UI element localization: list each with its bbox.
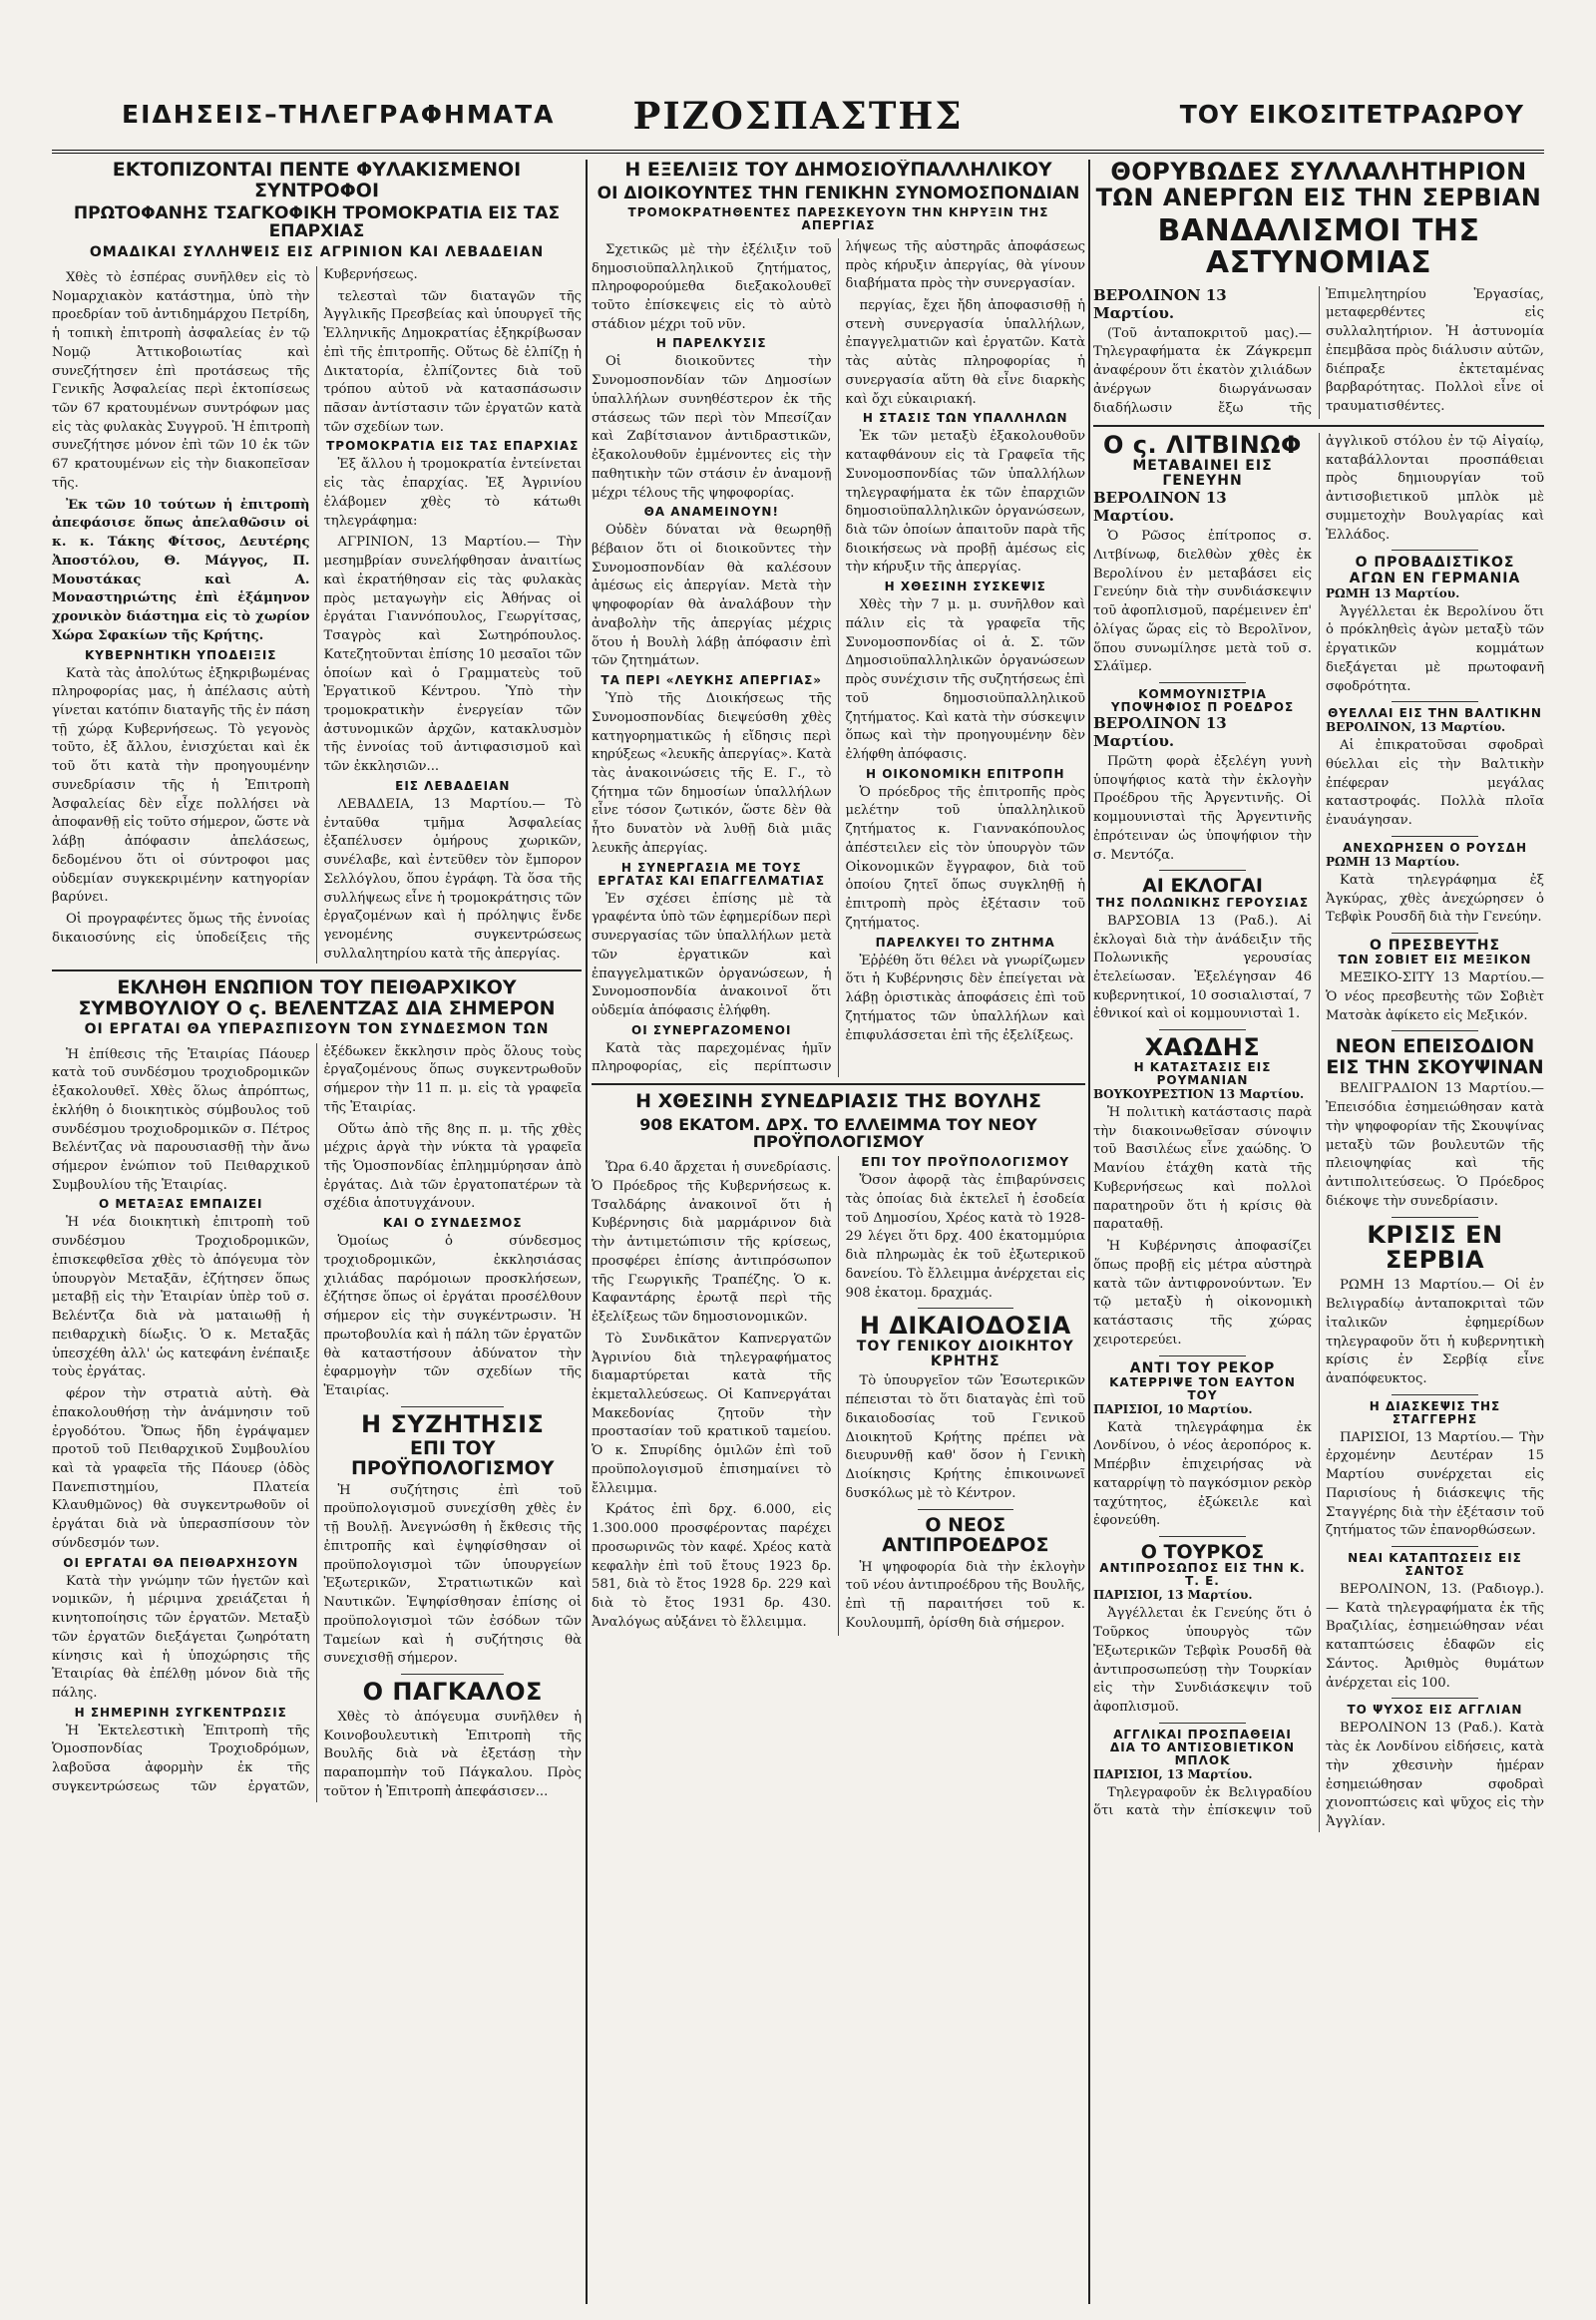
- subheading: Η ΠΑΡΕΛΚΥΣΙΣ: [655, 336, 767, 351]
- paragraph: Ἐῤῥέθη ὅτι θέλει νὰ γνωρίζωμεν ὅτι ἡ Κυβέρνησις δὲν ἐπείγεται νὰ λάβῃ ὁριστικὰς ἀποφάσεις ἐπὶ τοῦ ζητήματος τῶν ὑπαλλήλων καὶ ἐπιφυλάσσεται ἐπὶ τῆς ἐξελίξεως.: [845, 953, 1085, 1043]
- article-subheadline: ΠΡΩΤΟΦΑΝΗΣ ΤΣΑΓΚΟΦΙΚΗ ΤΡΟΜΟΚΡΑΤΙΑ ΕΙΣ ΤΑΣ ΕΠΑΡΧΙΑΣ: [73, 203, 561, 242]
- paragraph: Οὐδὲν δύναται νὰ θεωρηθῇ βέβαιον ὅτι οἱ διοικοῦντες τὴν Συνομοσπονδίαν θὰ καλέσουν ἀμέσως εἰς ἀπεργίαν. Μετὰ τὴν ψηφοφορίαν θὰ ἀναλάβουν τὴν ἀναβολὴν τῆς ἀπεργίας μέχρις ὅτου ἡ Βουλὴ λάβῃ ἀπόφασιν ἐπὶ τῶν ζητημάτων.: [592, 523, 832, 669]
- paragraph: ΡΩΜΗ 13 Μαρτίου.— Οἱ ἐν Βελιγραδίῳ ἀνταποκριταὶ τῶν ἰταλικῶν ἐφημερίδων τηλεγραφοῦν ὅτι ἡ κυβερνητικὴ κρίσις ἐν Σερβίᾳ εἶνε ἀναπόφευκτος.: [1326, 1278, 1544, 1386]
- newspaper-title: ΡΙΖΟΣΠΑΣΤΗΣ: [632, 94, 964, 138]
- subheading: Η ΣΗΜΕΡΙΝΗ ΣΥΓΚΕΝΤΡΩΣΙΣ: [74, 1705, 287, 1720]
- paragraph: Χθὲς τὸ ἀπόγευμα συνῆλθεν ἡ Κοινοβουλευτικὴ Ἐπιτροπὴ τῆς Βουλῆς διὰ νὰ ἐξετάσῃ τὴν παραπομπὴν τοῦ Πάγκαλου. Πρὸς τοῦτον ἡ Ἐπιτροπὴ ἀπεφάσισεν...: [323, 1709, 582, 1799]
- paragraph: Σχετικῶς μὲ τὴν ἐξέλιξιν τοῦ δημοσιοϋπαλληλικοῦ ζητήματος, πληροφορούμεθα διεξακολουθεῖ τοῦτο ἐπίσκεψεις εἰς τὸ αὐτὸ στάδιον μέχρι τοῦ νῦν.: [592, 241, 832, 332]
- subheading: ΕΠΙ ΤΟΥ ΠΡΟΫΠΟΛΟΓΙΣΜΟΥ: [861, 1155, 1070, 1170]
- dateline: ΒΕΡΟΛΙΝΟΝ 13 Μαρτίου.: [1093, 489, 1227, 526]
- paragraph: Κατὰ τὰς παρεχομένας ἡμῖν πληροφορίας, εἰς περίπτωσιν λήψεως τῆς αὐστηρᾶς ἀποφάσεως πρὸς κήρυξιν ἀπεργίας, θὰ γίνουν διαβήματα πρὸς τὴν συνεργασίαν.: [592, 238, 1085, 1075]
- paragraph: Οὕτω ἀπὸ τῆς 8ης π. μ. τῆς χθὲς μέχρις ἀργὰ τὴν νύκτα τὰ γραφεῖα τῆς Ὁμοσπονδίας ἐπλημμύρησαν ἀπὸ ἐργάτας. Διὰ τῶν ἐργατοπατέρων τὰ σχέδια ἀποτυγχάνουν.: [323, 1121, 582, 1212]
- subheading: Η ΧΘΕΣΙΝΗ ΣΥΣΚΕΨΙΣ: [884, 580, 1046, 594]
- article-headline: ΚΡΙΣΙΣ ΕΝ ΣΕΡΒΙΑ: [1367, 1220, 1503, 1275]
- subheading: ΘΑ ΑΝΑΜΕΙΝΟΥΝ!: [643, 505, 779, 520]
- paragraph: Αἱ ἐπικρατοῦσαι σφοδραὶ θύελλαι εἰς τὴν Βαλτικὴν ἐπέφεραν μεγάλας καταστροφάς. Πολλὰ πλοῖα ἐναυάγησαν.: [1326, 738, 1544, 829]
- paragraph: Οἱ διοικοῦντες τὴν Συνομοσπονδίαν τῶν Δημοσίων ὑπαλλήλων συνηθέστερον ἐκ τῆς στάσεως τῶν περὶ τὸν Μπεσίζαν καὶ Ζαβίτσιανον ἀντιδραστικῶν, ἐξακολουθοῦν ἐμμένοντες εἰς τὴν παθητικὴν τῶν στάσιν ἐν ἀναμονῇ μέχρι τέλους τῆς ψηφοφορίας.: [592, 354, 832, 501]
- article-headline: Ο ΠΡΟΒΑΔΙΣΤΙΚΟΣ: [1355, 555, 1515, 572]
- paragraph: Ἐκ τῶν μεταξὺ ἐξακολουθοῦν καταφθάνουν εἰς τὰ Γραφεῖα τῆς Συνομοσπονδίας τῶν ὑπαλλήλων τηλεγραφήματα ἐκ τῶν ἐπαρχιῶν δημοσιοϋπαλληλικῶν ὀργανώσεων, διὰ τῶν ὁποίων ἀπαιτοῦν παρὰ τῆς διοικήσεως νὰ προβῇ ἀμέσως εἰς τὴν κήρυξιν τῆς ἀπεργίας.: [845, 429, 1085, 576]
- section-title-right: ΤΟΥ ΕΙΚΟΣΙΤΕΤΡΑΩΡΟΥ: [1179, 100, 1524, 129]
- paragraph: Ὁ Ρῶσος ἐπίτροπος σ. Λιτβίνωφ, διελθὼν χθὲς ἐκ Βερολίνου ἐν μεταβάσει εἰς Γενεύην διὰ τὴν συνδιάσκεψιν τοῦ ἀφοπλισμοῦ, παρέμεινεν ἐπ' ὀλίγας ὥρας εἰς τὸ Βερολῖνον, ὅπου συνωμίλησε μετὰ τοῦ σ. Σλάϊμερ.: [1093, 529, 1312, 675]
- article-subheadline: ΔΙΑ ΤΟ ΑΝΤΙΣΟΒΙΕΤΙΚΟΝ ΜΠΛΟΚ: [1109, 1740, 1296, 1767]
- paragraph: (Τοῦ ἀνταποκριτοῦ μας).— Τηλεγραφήματα ἐκ Ζάγκρεμπ ἀναφέρουν ὅτι ἐκατὸν χιλιάδων ἀνέργων διωργάνωσαν διαδήλωσιν ἔξω τῆς Ἐπιμελητηρίου Ἐργασίας, μεταφερθέντες εἰς συλλαλητήριον. Ἡ ἀστυνομία ἐπεμβᾶσα πρὸς διάλυσιν αὐτῶν, διέπραξε ἐκτεταμένας βαρβαρότητας. Πολλοὶ εἶνε οἱ τραυματισθέντες.: [1093, 286, 1544, 416]
- article-headline: Ο ΤΟΥΡΚΟΣ: [1140, 1540, 1265, 1563]
- section-title-left: ΕΙΔΗΣΕΙΣ–ΤΗΛΕΓΡΑΦΗΜΑΤΑ: [122, 100, 556, 129]
- paragraph: ΜΕΞΙΚΟ-ΣΙΤΥ 13 Μαρτίου.— Ὁ νέος πρεσβευτὴς τῶν Σοβιὲτ Ματσὰκ ἀφίκετο εἰς Μεξικόν.: [1326, 970, 1544, 1023]
- article-headline: Ο ς. ΛΙΤΒΙΝΩΦ: [1103, 431, 1302, 459]
- paragraph: Χθὲς τὸ ἑσπέρας συνῆλθεν εἰς τὸ Νομαρχιακὸν κατάστημα, ὑπὸ τὴν προεδρίαν τοῦ ἀντιδημάρχου Πετρίδη, ἡ τοπικὴ ἐπιτροπὴ ἀσφαλείας ἐν τῷ Νομῷ Ἀττικοβοιωτίας καὶ συνεζήτησεν ἐπὶ προτάσεως τῆς Γενικῆς Ἀσφαλείας περὶ ἐκτοπίσεως τῶν 67 κρατουμένων συντρόφων μας εἰς τὰς φυλακὰς Συγγροῦ. Ἡ ἐπιτροπὴ συνεζήτησε μόνον ἐπὶ τῶν 10 ἐκ τῶν 67 κρατουμένων εἰς τὴν διακοπεῖσαν τῆς.: [52, 269, 310, 491]
- paragraph: Ἀγγέλλεται ἐκ Γενεύης ὅτι ὁ Τοῦρκος ὑπουργὸς τῶν Ἐξωτερικῶν Τεβφὶκ Ρουσδῆ θὰ ἀντιπροσωπεύσῃ τὴν Τουρκίαν εἰς τὴν Συνδιάσκεψιν τοῦ ἀφοπλισμοῦ.: [1093, 1606, 1312, 1716]
- paragraph: Κατὰ τηλεγράφημα ἐξ Ἀγκύρας, χθὲς ἀνεχώρησεν ὁ Τεβφὶκ Ρουσδῆ διὰ τὴν Γενεύην.: [1326, 872, 1544, 926]
- paragraph: Τηλεγραφοῦν ἐκ Βελιγραδίου ὅτι κατὰ τὴν ἐπίσκεψιν τοῦ ἀγγλικοῦ στόλου ἐν τῷ Αἰγαίῳ, καταβάλλονται προσπάθειαι πρὸς δημιουργίαν τοῦ ἀντισοβιετικοῦ μπλὸκ μὲ συμμετοχὴν Βουλγαρίας καὶ Ἑλλάδος.: [1093, 434, 1544, 1819]
- article-body: [592, 238, 1085, 1077]
- dateline: ΠΑΡΙΣΙΟΙ, 13 Μαρτίου.: [1093, 1766, 1253, 1781]
- dateline: ΒΟΥΚΟΥΡΕΣΤΙΟΝ 13 Μαρτίου.: [1093, 1087, 1305, 1101]
- article-headline: ΘΟΡΥΒΩΔΕΣ ΣΥΛΛΑΛΗΤΗΡΙΟΝ: [1110, 160, 1527, 186]
- article-headline: ΣΥΜΒΟΥΛΙΟΥ Ο ς. ΒΕΛΕΝΤΖΑΣ ΔΙΑ ΣΗΜΕΡΟΝ: [78, 996, 556, 1019]
- article-headline: ΑΝΤΙ ΤΟΥ ΡΕΚΟΡ: [1129, 1359, 1276, 1376]
- paragraph: Ἡ Κυβέρνησις ἀποφασίζει ὅπως προβῇ εἰς μέτρα αὐστηρὰ κατὰ τῶν ἀντιφρονούντων. Ἐν τῷ μεταξὺ ἡ οἰκονομικὴ κατάστασις τῆς χώρας χειροτερεύει.: [1093, 1239, 1312, 1348]
- paragraph: Ὁμοίως ὁ σύνδεσμος τροχιοδρομικῶν, ἐκκλησιάσας χιλιάδας παρόμοιων προσκλήσεων, ἐζήτησε ὅπως οἱ ἐργάται προσέλθουν σήμερον εἰς τὴν συγκέντρωσιν. Ἡ πρωτοβουλία καὶ ἡ πάλη τῶν ἐργατῶν θὰ καταστήσουν ἀδύνατον τὴν ἐφαρμογὴν τῶν σχεδίων τῆς Ἑταιρίας.: [323, 1234, 582, 1399]
- article-subheadline: ΤΗΣ ΠΟΛΩΝΙΚΗΣ ΓΕΡΟΥΣΙΑΣ: [1095, 895, 1310, 910]
- article-body: [52, 1043, 582, 1802]
- paragraph: τελεσταὶ τῶν διαταγῶν τῆς Ἀγγλικῆς Πρεσβείας καὶ ὑπουργεῖ τῆς Ἑλληνικῆς Δημοκρατίας ἐξηκρίβωσαν ἐπὶ τῆς ἐπιτροπῆς. Οὕτως δὲ ἐλπίζῃ ἡ Δικτατορία, ἐλπίζοντες διὰ τοῦ τρόπου αὐτοῦ νὰ κατασπάσωσιν πᾶσαν ἀντίστασιν τῶν ἐργατῶν κατὰ τῶν σχεδίων των.: [323, 288, 582, 435]
- subheading: ΤΑ ΠΕΡΙ «ΛΕΥΚΗΣ ΑΠΕΡΓΙΑΣ»: [600, 673, 823, 688]
- article-headline: ΕΚΛΗΘΗ ΕΝΩΠΙΟΝ ΤΟΥ ΠΕΙΘΑΡΧΙΚΟΥ: [117, 976, 517, 999]
- subheading: Ο ΜΕΤΑΞΑΣ ΕΜΠΑΙΖΕΙ: [98, 1197, 263, 1212]
- article-headline: ΑΓΓΛΙΚΑΙ ΠΡΟΣΠΑΘΕΙΑΙ: [1113, 1727, 1292, 1741]
- paragraph: Κατὰ τὰς ἀπολύτως ἐξηκριβωμένας πληροφορίας μας, ἡ ἀπέλασις αὐτὴ γίνεται κατόπιν διαταγῆς τῆς ἐν πάση τῇ χώρᾳ Κυβερνήσεως. Τὸ γεγονὸς τοῦτο, ἐξ ἄλλου, ἐνισχύεται καὶ ἐκ τοῦ ὅτι κατὰ τὴν προηγουμένην συνεδρίασιν τῆς ἡ Ἐπιτροπὴ Ἀσφαλείας δὲν εἶχε πολλήσει νὰ ἀποφανθῇ εἰς τοῦτο σήμερον, ὥστε νὰ λάβῃ ἀπόφασιν ἀπελάσεως, δεδομένου ὅτι οἱ σύντροφοι μας οὐδεμίαν συγκεκριμένην κατηγορίαν βαρύνει.: [52, 665, 310, 906]
- paragraph: Κράτος ἐπὶ δρχ. 6.000, εἰς 1.300.000 προσφέροντας παρέχει προσωρινῶς τὸν καφέ. Χρέος κατὰ κεφαλὴν ἐπὶ τοῦ ἔτους 1923 δρ. 581, διὰ τὸ ἔτος 1928 δρ. 229 καὶ διὰ τὸ ἔτος 1931 δρ. 430. Ἀναλόγως αὐξάνει τὸ ἔλλειμμα.: [592, 1502, 832, 1630]
- subheading: ΚΑΙ Ο ΣΥΝΔΕΣΜΟΣ: [382, 1216, 523, 1231]
- article-subheadline: ΕΠΙ ΤΟΥ ΠΡΟΫΠΟΛΟΓΙΣΜΟΥ: [350, 1436, 555, 1480]
- paragraph: Ἡ ἐπίθεσις τῆς Ἑταιρίας Πάουερ κατὰ τοῦ συνδέσμου τροχιοδρομικῶν ἐξακολουθεῖ. Χθὲς ὅλως ἀπρόπτως, ἐκλήθη ὁ διοικητικὸς σύμβουλος τοῦ συνδέσμου τροχιοδρομικῶν σ. Πέτρος Βελέντζας νὰ παρουσιασθῇ τὴν ἄνω σήμερον ἐνώπιον τοῦ Πειθαρχικοῦ Συμβουλίου τῆς Ἑταιρίας.: [52, 1046, 310, 1193]
- paragraph: φέρον τὴν στρατιὰ αὐτὴ. Θὰ ἐπακολουθήσῃ τὴν ἀνάμνησιν τοῦ ἐργοδότου. Ὅπως ἤδη ἐγράψαμεν προτοῦ τοῦ Πειθαρχικοῦ Συμβουλίου καὶ τὰ γραφεῖα τῆς Πάουερ (ὁδὸς Πανεπιστημίου, Πλατεία Κλαυθμῶνος) θὰ συγκεντρωθοῦν οἱ ἐργάται διὰ νὰ ὑπερασπίσουν τὸν σύνδεσμόν των.: [52, 1386, 310, 1551]
- article-headline: ΑΝΕΧΩΡΗΣΕΝ Ο ΡΟΥΣΔΗ: [1342, 840, 1528, 855]
- article-headline: Ο ΝΕΟΣ ΑΝΤΙΠΡΟΕΔΡΟΣ: [882, 1513, 1049, 1557]
- subheading: ΠΑΡΕΛΚΥΕΙ ΤΟ ΖΗΤΗΜΑ: [875, 935, 1055, 950]
- article-headline: Η ΧΘΕΣΙΝΗ ΣΥΝΕΔΡΙΑΣΙΣ ΤΗΣ ΒΟΥΛΗΣ: [635, 1090, 1041, 1113]
- article-subheadline: ΟΙ ΔΙΟΙΚΟΥΝΤΕΣ ΤΗΝ ΓΕΝΙΚΗΝ ΣΥΝΟΜΟΣΠΟΝΔΙΑΝ: [597, 183, 1080, 203]
- article-headline: Η ΣΥΖΗΤΗΣΙΣ: [361, 1409, 545, 1438]
- subheading: Η ΟΙΚΟΝΟΜΙΚΗ ΕΠΙΤΡΟΠΗ: [865, 766, 1065, 781]
- paragraph: Ἀγγέλλεται ἐκ Βερολίνου ὅτι ὁ πρόκληθεὶς ἀγὼν μεταξὺ τῶν ἐργατικῶν κομμάτων διεξάγεται μὲ πρωτοφανῆ σφοδρότητα.: [1326, 603, 1544, 694]
- article-subheadline: Η ΚΑΤΑΣΤΑΣΙΣ ΕΙΣ ΡΟΥΜΑΝΙΑΝ: [1133, 1060, 1272, 1088]
- dateline: ΡΩΜΗ 13 Μαρτίου.: [1326, 854, 1460, 869]
- article-subheadline: ΥΠΟΨΗΦΙΟΣ Π ΡΟΕΔΡΟΣ: [1110, 699, 1295, 714]
- article-subheadline: ΑΓΩΝ ΕΝ ΓΕΡΜΑΝΙΑ: [1349, 570, 1521, 586]
- article-deck: ΟΜΑΔΙΚΑΙ ΣΥΛΛΗΨΕΙΣ ΕΙΣ ΑΓΡΙΝΙΟΝ ΚΑΙ ΛΕΒΑΔΕΙΑΝ: [89, 243, 545, 260]
- subheading: Η ΣΥΝΕΡΓΑΣΙΑ ΜΕ ΤΟΥΣ ΕΡΓΑΤΑΣ ΚΑΙ ΕΠΑΓΓΕΛΜΑΤΙΑΣ: [598, 860, 826, 888]
- article-headline: ΚΟΜΜΟΥΝΙΣΤΡΙΑ: [1138, 687, 1267, 701]
- paragraph: Ὅσον ἀφορᾷ τὰς ἐπιβαρύνσεις τὰς ὁποίας διὰ ἐκτελεῖ ἡ ἐσοδεία τοῦ Δημοσίου, Χρέος κατὰ τὸ 1928-29 λέγει ὅτι δρχ. 400 ἑκατομμύρια διὰ πληρωμὰς ἐκ τοῦ ἐξωτερικοῦ δανείου. Τὸ ἔλλειμμα ἀνέρχεται εἰς 908 ἑκατομ. δραχμάς.: [845, 1173, 1085, 1301]
- article-subheadline: ΤΟΥ ΓΕΝΙΚΟΥ ΔΙΟΙΚΗΤΟΥ ΚΡΗΤΗΣ: [856, 1339, 1074, 1370]
- news-briefs: [1093, 433, 1544, 1832]
- paragraph: Χθὲς τὴν 7 μ. μ. συνῆλθον καὶ πάλιν εἰς τὰ γραφεῖα τῆς Συνομοσπονδίας οἱ ἀ. Σ. τῶν Δημοσιοϋπαλληλικῶν ὀργανώσεων πρὸς συνέχισιν τῆς συζητήσεως ἐπὶ τοῦ δημοσιοϋπαλληλικοῦ ζητήματος. Καὶ κατὰ τὴν σύσκεψιν ὅπως καὶ τὴν προηγουμένην δὲν ἐλήφθη ἀπόφασις.: [845, 597, 1085, 763]
- paragraph: Ἐξ ἄλλου ἡ τρομοκρατία ἐντείνεται εἰς τὰς ἐπαρχίας. Ἐξ Ἀγρινίου ἐλάβομεν χθὲς τὸ κάτωθι τηλεγράφημα:: [323, 457, 582, 529]
- article-headline: ΝΕΟΝ ΕΠΕΙΣΟΔΙΟΝ: [1335, 1035, 1535, 1058]
- article-body: [592, 1156, 1085, 1636]
- article-subheadline: ΤΩΝ ΣΟΒΙΕΤ ΕΙΣ ΜΕΞΙΚΟΝ: [1338, 953, 1532, 967]
- article-headline: ΘΥΕΛΛΑΙ ΕΙΣ ΤΗΝ ΒΑΛΤΙΚΗΝ: [1328, 706, 1542, 721]
- subheading: ΕΙΣ ΛΕΒΑΔΕΙΑΝ: [395, 778, 511, 793]
- article-headline: ΒΑΝΔΑΛΙΣΜΟΙ ΤΗΣ ΑΣΤΥΝΟΜΙΑΣ: [1157, 212, 1480, 281]
- article-headline: Η ΔΙΚΑΙΟΔΟΣΙΑ: [859, 1312, 1071, 1341]
- article-body: [52, 266, 582, 965]
- article-headline: Ο ΠΑΓΚΑΛΟΣ: [362, 1678, 543, 1707]
- column-rule: [1088, 160, 1090, 2304]
- article-subheadline: ΚΑΤΕΡΡΙΨΕ ΤΟΝ ΕΑΥΤΟΝ ΤΟΥ: [1109, 1374, 1296, 1402]
- subheading: ΚΥΒΕΡΝΗΤΙΚΗ ΥΠΟΔΕΙΞΙΣ: [84, 647, 277, 662]
- paragraph: Πρῶτη φορὰ ἐξελέγη γυνὴ ὑποψήφιος κατὰ τὴν ἐκλογὴν Προέδρου τῆς Ἀργεντινῆς. Οἱ κομμουνισταὶ τῆς Ἀργεντινῆς ἐπρότειναν ὡς ὑποψήφιον τὴν σ. Μεντόζα.: [1093, 753, 1312, 863]
- article-headline: ΕΚΤΟΠΙΖΟΝΤΑΙ ΠΕΝΤΕ ΦΥΛΑΚΙΣΜΕΝΟΙ ΣΥΝΤΡΟΦΟΙ: [112, 160, 522, 201]
- subheading: ΟΙ ΕΡΓΑΤΑΙ ΘΑ ΠΕΙΘΑΡΧΗΣΟΥΝ: [63, 1555, 299, 1570]
- dateline: ΒΕΡΟΛΙΝΟΝ 13 Μαρτίου.: [1093, 713, 1227, 750]
- article-deck: ΟΙ ΕΡΓΑΤΑΙ ΘΑ ΥΠΕΡΑΣΠΙΣΟΥΝ ΤΟΝ ΣΥΝΔΕΣΜΟΝ ΤΩΝ: [84, 1020, 550, 1037]
- paragraph: Ἐκ τῶν 10 τούτων ἡ ἐπιτροπὴ ἀπεφάσισε ὅπως ἀπελαθῶσιν οἱ κ. κ. Τάκης Φίτσος, Δευτέρης Ἀποστόλου, Θ. Μάγγος, Π. Μουστάκας καὶ Α. Μοναστηριώτης ἐπὶ ἑξάμηνον χρονικὸν διάστημα εἰς τὸ χωρίον Χώρα Σφακίων τῆς Κρήτης.: [52, 497, 310, 643]
- paragraph: Ἡ Ἐκτελεστικὴ Ἐπιτροπὴ τῆς Ὁμοσπονδίας Τροχιοδρόμων, λαβοῦσα ἀφορμὴν ἐκ τῆς συγκεντρώσεως τῶν ἐργατῶν, ἐξέδωκεν ἔκκλησιν πρὸς ὅλους τοὺς ἐργαζομένους ὅπως συγκεντρωθοῦν σήμερον τὴν 11 π. μ. εἰς τὰ γραφεῖα τῆς Ἑταιρίας.: [52, 1043, 582, 1794]
- article-headline: Η ΔΙΑΣΚΕΨΙΣ ΤΗΣ ΣΤΑΓΓΕΡΗΣ: [1369, 1398, 1501, 1426]
- column-center: [592, 160, 1085, 2304]
- dateline: ΒΕΡΟΛΙΝΟΝ 13 Μαρτίου.: [1093, 285, 1227, 322]
- dateline: ΠΑΡΙΣΙΟΙ, 10 Μαρτίου.: [1093, 1401, 1253, 1416]
- article-headline: ΧΑΩΔΗΣ: [1144, 1033, 1261, 1062]
- dateline: ΡΩΜΗ 13 Μαρτίου.: [1326, 585, 1460, 600]
- dateline: ΠΑΡΙΣΙΟΙ, 13 Μαρτίου.: [1093, 1588, 1253, 1603]
- subheading: ΤΡΟΜΟΚΡΑΤΙΑ ΕΙΣ ΤΑΣ ΕΠΑΡΧΙΑΣ: [326, 439, 580, 454]
- column-right: [1093, 160, 1544, 2304]
- article-headline: Η ΕΞΕΛΙΞΙΣ ΤΟΥ ΔΗΜΟΣΙΟΫΠΑΛΛΗΛΙΚΟΥ: [624, 160, 1052, 181]
- paragraph: Ἐν σχέσει ἐπίσης μὲ τὰ γραφέντα ὑπὸ τῶν ἐφημερίδων περὶ συνεργασίας τῶν ὑπαλλήλων μετὰ τῶν ἐργατικῶν καὶ ἐπαγγελματικῶν ὀργανώσεων, ἡ Συνομοσπονδία ἀνακοινοῖ ὅτι οὐδεμία ἀπόφασις ἐλήφθη.: [592, 891, 832, 1018]
- article-headline: ΤΩΝ ΑΝΕΡΓΩΝ ΕΙΣ ΤΗΝ ΣΕΡΒΙΑΝ: [1095, 183, 1542, 211]
- paragraph: Κατὰ τηλεγράφημα ἐκ Λονδίνου, ὁ νέος ἀεροπόρος κ. Μπέρβιν ἐπιχειρήσας νὰ καταρρίψῃ τὸ παγκόσμιον ρεκὸρ ταχύτητος, ἐξώκειλε καὶ ἐφονεύθη.: [1093, 1419, 1312, 1529]
- subheading: ΟΙ ΣΥΝΕΡΓΑΖΟΜΕΝΟΙ: [631, 1022, 792, 1037]
- paragraph: ΒΑΡΣΟΒΙΑ 13 (Ραδ.). Αἱ ἐκλογαὶ διὰ τὴν ἀνάδειξιν τῆς Πολωνικῆς γερουσίας ἐτελείωσαν. Ἐξελέγησαν 46 κυβερνητικοί, 10 σοσιαλισταί, 7 ἐθνικοί καὶ οἱ κομμουνισταὶ 1.: [1093, 913, 1312, 1022]
- paragraph: ΛΕΒΑΔΕΙΑ, 13 Μαρτίου.— Τὸ ἐνταῦθα τμῆμα Ἀσφαλείας ἐξαπέλυσεν ὁμήρους χωρικῶν, συνέλαβε, καὶ ἐντεῦθεν τὸν ἔμπορον Σελλόγλου, ὅπου ἐγράφη. Τὰ ὅσα τῆς συλλήψεως εἶνε ἡ τρομοκράτησις τῶν ἐργαζομένων καὶ ἡ πρόληψις ἕνδε γενομένης συγκεντρώσεως συλλαλητηρίου κατὰ τῆς ἀπεργίας.: [323, 796, 582, 962]
- paragraph: ΒΕΡΟΛΙΝΟΝ, 13. (Ραδιογρ.).— Κατὰ τηλεγραφήματα ἐκ τῆς Βραζιλίας, ἐσημειώθησαν νέαι καταπτώσεις ἐδαφῶν εἰς Σάντος. Ἀριθμὸς θυμάτων ἀνέρχεται εἰς 100.: [1326, 1581, 1544, 1691]
- paragraph: Τὸ Συνδικᾶτον Καπνεργατῶν Ἀγρινίου διὰ τηλεγραφήματος διαμαρτύρεται κατὰ τῆς ἐκμεταλλεύσεως. Οἱ Καπνεργάται Μακεδονίας ζητοῦν τὴν προστασίαν τοῦ κρατικοῦ ταμείου. Ὁ κ. Σπυρίδης ὁμιλῶν ἐπὶ τοῦ προϋπολογισμοῦ ἐπισημαίνει τὸ ἔλλειμμα.: [592, 1331, 832, 1496]
- paragraph: Ὥρα 6.40 ἄρχεται ἡ συνεδρίασις. Ὁ Πρόεδρος τῆς Κυβερνήσεως κ. Τσαλδάρης ἀνακοινοῖ ὅτι ἡ Κυβέρνησις διὰ μαρμάρινον διὰ τὴν ἀντιμετώπισιν τῆς κρίσεως, προσφέρει ἐπίσης ἀντιπρόσωπον τῆς Γεωργικῆς Τραπέζης. Ὁ κ. Καφαντάρης ἐρωτᾷ περὶ τῆς ἐξελίξεως τῶν δημοσιονομικῶν.: [592, 1160, 832, 1326]
- article-headline: ΑΙ ΕΚΛΟΓΑΙ: [1142, 875, 1263, 898]
- article-body: [1093, 286, 1544, 419]
- paragraph: Ἡ συζήτησις ἐπὶ τοῦ προϋπολογισμοῦ συνεχίσθη χθὲς ἐν τῇ Βουλῇ. Ἀνεγνώσθη ἡ ἔκθεσις τῆς ἐπιτροπῆς καὶ ἐψηφίσθησαν οἱ προϋπολογισμοὶ τῶν ὑπουργείων Ἐξωτερικῶν, Στρατιωτικῶν καὶ Ναυτικῶν. Ἐψηφίσθησαν ἐπίσης οἱ προϋπολογισμοὶ τῶν ἐσόδων τῶν Ταμείων καὶ ἡ συζήτησις θὰ συνεχισθῇ σήμερον.: [323, 1482, 582, 1667]
- paragraph: Ὁ πρόεδρος τῆς ἐπιτροπῆς πρὸς μελέτην τοῦ ὑπαλληλικοῦ ζητήματος κ. Γιαννακόπουλος ἀπέστειλεν εἰς τὸν ὑπουργὸν τῶν Οἰκονομικῶν ἔγγραφον, διὰ τοῦ ὁποίου ζητεῖ ὅπως συγκληθῇ ἡ ἐπιτροπὴ πρὸς ἐξέτασιν τοῦ ζητήματος.: [845, 784, 1085, 931]
- article-headline: ΝΕΑΙ ΚΑΤΑΠΤΩΣΕΙΣ ΕΙΣ ΣΑΝΤΟΣ: [1348, 1551, 1522, 1578]
- paragraph: Ὑπὸ τῆς Διοικήσεως τῆς Συνομοσπονδίας διεψεύσθη χθὲς κατηγορηματικῶς ἡ εἴδησις περὶ κηρύξεως «λευκῆς ἀπεργίας». Κατὰ τὰς ἀνακοινώσεις τῆς Ε. Γ., τὸ ζήτημα τῶν δημοσίων ὑπαλλήλων εἶνε τόσον ζωτικόν, ὥστε δὲν θὰ ἦτο δυνατὸν νὰ λυθῇ διὰ μιᾶς λευκῆς ἀπεργίας.: [592, 691, 832, 856]
- paragraph: Τὸ ὑπουργεῖον τῶν Ἐσωτερικῶν πέπεισται τὸ ὅτι διαταγὰς ἐπὶ τοῦ δικαιοδοσίας τοῦ Γενικοῦ Διοικητοῦ Κρήτης πρέπει νὰ διευρυνθῇ καθ' ὅσον ἡ Γενικὴ Διοίκησις Κρήτης ἐπικοινωνεῖ δυσκόλως μὲ τὸ Κέντρον.: [845, 1373, 1085, 1501]
- column-left: [52, 160, 582, 2304]
- article-subheadline: 908 ΕΚΑΤΟΜ. ΔΡΧ. ΤΟ ΕΛΛΕΙΜΜΑ ΤΟΥ ΝΕΟΥ ΠΡΟΫΠΟΛΟΓΙΣΜΟΥ: [639, 1114, 1037, 1151]
- paragraph: ΒΕΛΙΓΡΑΔΙΟΝ 13 Μαρτίου.— Ἐπεισόδια ἐσημειώθησαν κατὰ τὴν ψηφοφορίαν τῆς Σκουψίνας μεταξὺ τῶν βουλευτῶν τῆς πλειοψηφίας καὶ τῆς ἀντιπολιτεύσεως. Ὁ Πρόεδρος διέκοψε τὴν συνεδρίασιν.: [1326, 1081, 1544, 1209]
- paragraph: Ἡ ψηφοφορία διὰ τὴν ἐκλογὴν τοῦ νέου ἀντιπροέδρου τῆς Βουλῆς, ἐπὶ τῇ παραιτήσει τοῦ κ. Κουλουμπῆ, ὁρίσθη διὰ σήμερον.: [845, 1559, 1085, 1631]
- column-rule: [586, 160, 588, 2304]
- masthead: [52, 94, 1544, 154]
- paragraph: περγίας, ἔχει ἤδη ἀποφασισθῇ ἡ στενὴ συνεργασία ὑπαλλήλων, ἐπαγγελματιῶν καὶ ἐργατῶν. Κατὰ τὰς αὐτὰς πληροφορίας ἡ συνεργασία αὕτη θὰ εἶνε διαρκὴς καὶ ὄχι εὐκαιριακή.: [845, 297, 1085, 407]
- article-deck: ΤΡΟΜΟΚΡΑΤΗΘΕΝΤΕΣ ΠΑΡΕΣΚΕΥΟΥΝ ΤΗΝ ΚΗΡΥΞΙΝ ΤΗΣ ΑΠΕΡΓΙΑΣ: [627, 204, 1049, 232]
- article-headline: Ο ΠΡΕΣΒΕΥΤΗΣ: [1369, 938, 1501, 955]
- paragraph: ΠΑΡΙΣΙΟΙ, 13 Μαρτίου.— Τὴν ἐρχομένην Δευτέραν 15 Μαρτίου συνέρχεται εἰς Παρισίους ἡ διάσκεψις τῆς Σταγγέρης διὰ τὴν ἐξέτασιν τοῦ ζητήματος τῶν ἐπανορθώσεων.: [1326, 1429, 1544, 1539]
- paragraph: Κατὰ τὴν γνώμην τῶν ἡγετῶν καὶ νομικῶν, ἡ μέριμνα χρειάζεται ἡ κινητοποίησις τῶν ἐργατῶν. Μεταξὺ τῶν ἐργατῶν διεξάγεται ζωηρότατη κίνησις καὶ ἡ ὑποχώρησις τῆς Ἑταιρίας θὰ ἐπέλθῃ μόνον διὰ τῆς πάλης.: [52, 1573, 310, 1702]
- paragraph: Ἡ νέα διοικητικὴ ἐπιτροπὴ τοῦ συνδέσμου Τροχιοδρομικῶν, ἐπισκεφθεῖσα χθὲς τὸ ἀπόγευμα τὸν ὑπουργὸν Μεταξᾶν, ἐζήτησεν ὅπως μεταβῇ εἰς τὴν Ἑταιρίαν ὑπὲρ τοῦ σ. Βελέντζα διὰ νὰ ματαιωθῇ ἡ πειθαρχικὴ δίωξις. Ὁ κ. Μεταξᾶς ὑπεσχέθη ἀλλ' ὡς κατεφάνη ἐνέπαιξε τοὺς ἐργάτας.: [52, 1215, 310, 1380]
- article-headline: ΤΟ ΨΥΧΟΣ ΕΙΣ ΑΓΓΛΙΑΝ: [1347, 1703, 1523, 1718]
- paragraph: ΒΕΡΟΛΙΝΟΝ 13 (Ραδ.). Κατὰ τὰς ἐκ Λονδίνου εἰδήσεις, κατὰ τὴν χθεσινὴν ἡμέραν ἐσημειώθησαν σφοδραὶ χιονοπτώσεις καὶ ψῦχος εἰς τὴν Ἀγγλίαν.: [1326, 1721, 1544, 1829]
- dateline: ΒΕΡΟΛΙΝΟΝ, 13 Μαρτίου.: [1326, 720, 1506, 735]
- article-subheadline: ΑΝΤΙΠΡΟΣΩΠΟΣ ΕΙΣ ΤΗΝ Κ. Τ. Ε.: [1099, 1561, 1306, 1589]
- paragraph: ΑΓΡΙΝΙΟΝ, 13 Μαρτίου.— Τὴν μεσημβρίαν συνελήφθησαν ἀναιτίως καὶ ἐκρατήθησαν εἰς τὰς φυλακὰς πρὸς μεταγωγὴν εἰς Ἀθήνας οἱ ἐργάται Γιαννόπουλος, Γεωργίτσας, Τσαγρὸς καὶ Σωτηρόπουλος. Κατεζητοῦνται ἐπίσης 10 μεσαῖοι τῶν ὁποίων καὶ ὁ Γραμματεὺς τοῦ Ἐργατικοῦ Κέντρου. Ὑπὸ τὴν τρομοκρατικὴν ἐνεργείαν τῶν ἀστυνομικῶν ἀρχῶν, κατακλυσμὸν τῆς ἐννοίας τοῦ ἀντιφασισμοῦ καὶ τῶν ἐκκλησιῶν...: [323, 535, 582, 775]
- paragraph: Ἡ πολιτικὴ κατάστασις παρὰ τὴν διακοινωθεῖσαν σύνοψιν τοῦ Βασιλέως εἶνε χαώδης. Ὁ Μανίου ἐτάχθη κατὰ τῆς Κυβερνήσεως καὶ πολλοὶ παρατηροῦν ὅτι ἡ κρίσις θὰ παραταθῇ.: [1093, 1105, 1312, 1233]
- article-subheadline: ΕΙΣ ΤΗΝ ΣΚΟΥΨΙΝΑΝ: [1326, 1055, 1544, 1078]
- paragraph: Οἱ προγραφέντες ὅμως τῆς ἐννοίας δικαιοσύνης εἰς ὑποδείξεις τῆς Κυβερνήσεως.: [52, 266, 418, 946]
- article-subheadline: ΜΕΤΑΒΑΙΝΕΙ ΕΙΣ ΓΕΝΕΥΗΝ: [1132, 457, 1273, 490]
- subheading: Η ΣΤΑΣΙΣ ΤΩΝ ΥΠΑΛΛΗΛΩΝ: [862, 411, 1068, 426]
